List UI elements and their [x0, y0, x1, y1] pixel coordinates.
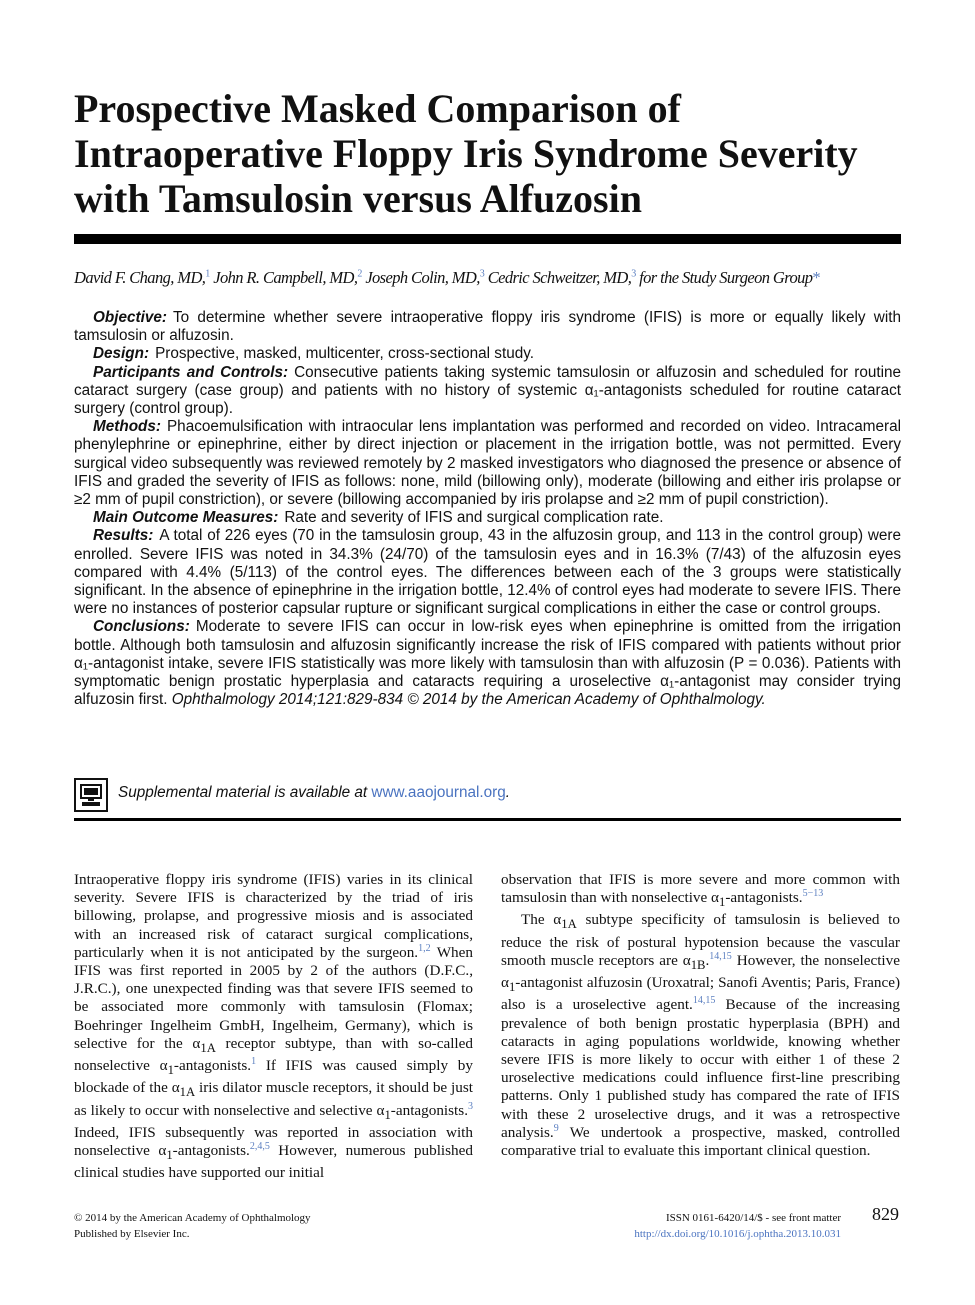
abstract-participants: [74, 364, 901, 419]
author-affiliation-link[interactable]: 3: [479, 268, 485, 280]
journal-citation: Ophthalmology 2014;121:829-834 © 2014 by the American Academy of Ophthalmology.: [171, 691, 766, 709]
body-text: -antagonists.: [173, 1057, 252, 1075]
subscript: 1A: [561, 917, 577, 932]
body-text: The α: [521, 911, 562, 929]
title-line: Intraoperative Floppy Iris Syndrome Severity: [74, 131, 858, 176]
body-paragraph: [501, 871, 900, 911]
body-text: -antagonists.: [172, 1141, 250, 1159]
abstract-text: To determine whether severe intraoperative floppy iris syndrome (IFIS) is more or equally likely with tamsulosin or alfuzosin.: [74, 309, 901, 345]
author-affiliation-link[interactable]: 2: [357, 268, 362, 280]
body-text: Because of the increasing prevalence of both benign prostatic hyperplasia (BPH) and cataracts in aging populations worldwide, knowing whether severe IFIS is more likely to occur with either 1 of these 2 uroselective medications could influence first-line prescribing patterns. Only 1 published study has compared the rate of IFIS with these 2 uroselective drugs, and it was a retrospective analysis.: [501, 996, 900, 1141]
author-affiliation-link[interactable]: 1: [205, 268, 210, 280]
study-group-note-link[interactable]: *: [812, 268, 821, 287]
abstract-text: Phacoemulsification with intraocular lens implantation was performed and recorded on video. Intracameral phenylephrine or epinephrine, either by direct injection or placement in the irrigation bottle, was not permitted. Every surgical video subsequently was reviewed remotely by 2 masked investigators who diagnosed the presence or absence of IFIS and graded the severity of IFIS as follows: none, mild (billowing only), moderate (billowing and either iris prolapse or ≥2 mm of pupil constriction), or severe (billowing accompanied by iris prolapse and ≥2 mm of pupil constriction).: [74, 418, 901, 509]
body-text: However, the nonselective α: [501, 951, 900, 992]
journal-website-link[interactable]: www.aaojournal.org: [371, 784, 506, 801]
title-line: Prospective Masked Comparison of: [74, 86, 681, 131]
abstract-text: Consecutive patients taking systemic tamsulosin or alfuzosin and scheduled for routine cataract surgery (case group) and patients with no history of systemic α₁-antagonists scheduled for routine cataract surgery (control group).: [74, 363, 901, 418]
body-text: -antagonists.: [725, 889, 803, 907]
subscript: 1B: [690, 957, 706, 972]
footer-right: [560, 1210, 841, 1242]
abstract-label: Main Outcome Measures:: [93, 509, 279, 527]
abstract-outcome: [74, 509, 901, 527]
abstract-label: Participants and Controls:: [93, 363, 289, 381]
body-paragraph: [501, 911, 900, 1160]
reference-link[interactable]: 14,15: [692, 995, 716, 1007]
paper-title: [74, 86, 914, 221]
subscript: 1: [508, 980, 516, 995]
body-text: subtype specificity of tamsulosin is believed to reduce the risk of postural hypotension because the vascular smooth muscle receptors are α: [501, 911, 900, 969]
abstract-objective: [74, 309, 901, 345]
body-text: We undertook a prospective, masked, controlled comparative trial to evaluate this important clinical question.: [501, 1123, 900, 1159]
reference-link[interactable]: 1,2: [418, 942, 431, 954]
body-paragraph: [74, 871, 473, 1182]
study-group: for the Study Surgeon Group: [639, 268, 813, 287]
body-text: Intraoperative floppy iris syndrome (IFIS) varies in its clinical severity. Severe IFIS is characterized by the triad of iris billowing, prolapse, and progressive miosis and is associated with an increased risk of cataract surgical complications, particularly when it is not anticipated by the surgeon.: [74, 871, 473, 961]
author-list: [74, 268, 914, 288]
subscript: 1: [167, 1063, 174, 1078]
publisher-notice: Published by Elsevier Inc.: [74, 1228, 190, 1240]
abstract-results: [74, 527, 901, 618]
issn-notice: ISSN 0161-6420/14/$ - see front matter: [665, 1212, 841, 1224]
subscript: 1: [166, 1148, 173, 1162]
abstract-rule: [74, 818, 901, 821]
abstract-label: Methods:: [93, 418, 161, 436]
reference-link[interactable]: 3: [468, 1100, 473, 1112]
abstract-text: A total of 226 eyes (70 in the tamsulosin group, 43 in the alfuzosin group, and 113 in the control group) were enrolled. Severe IFIS was noted in 34.3% (24/70) of the tamsulosin eyes and in 16.3% (7/43) of the alfuzosin eyes compared with 4.4% (5/113) of the control eyes. The differences between each of the 3 groups were statistically significant. In the absence of epinephrine in the irrigation bottle, 12.4% of control eyes had moderate to severe IFIS. There were no instances of posterior capsular rupture or significant surgical complications in either the case or control groups.: [74, 527, 901, 618]
supplemental-text: [118, 784, 510, 802]
supplemental-material: [74, 776, 901, 816]
author-name: Joseph Colin, MD,: [365, 268, 480, 287]
author-name: Cedric Schweitzer, MD,: [487, 268, 632, 287]
body-text: If IFIS was caused simply by blockade of the α: [74, 1057, 473, 1097]
reference-link[interactable]: 1: [251, 1056, 257, 1067]
body-text: -antagonists.: [390, 1101, 468, 1119]
copyright-notice: © 2014 by the American Academy of Ophthalmology: [74, 1212, 311, 1224]
supplemental-period: .: [505, 784, 510, 801]
subscript: 1: [384, 1107, 391, 1122]
author-affiliation-link[interactable]: 3: [631, 268, 636, 280]
body-text: -antagonist alfuzosin (Uroxatral; Sanofi Aventis; Paris, France) also is a uroselective agent.: [501, 974, 900, 1014]
body-text: When IFIS was first reported in 2005 by 2 of the authors (D.F.C., J.R.C.), one unexpected finding was that severe IFIS seemed to be associated more commonly with tamsulosin (Flomax; Boehringer Ingelheim GmbH, Ingelheim, Germany), which is selective for the α: [74, 943, 473, 1052]
doi-link[interactable]: http://dx.doi.org/10.1016/j.ophtha.2013.10.031: [634, 1228, 841, 1240]
subscript: 1: [719, 895, 726, 910]
reference-link[interactable]: 14,15: [709, 950, 732, 962]
body-text: receptor subtype, than with so-called nonselective α: [74, 1034, 473, 1075]
body-text: iris dilator muscle receptors, it should be just as likely to occur with nonselective and selective α: [74, 1079, 473, 1119]
body-text: Indeed, IFIS subsequently was reported in association with nonselective α: [74, 1123, 473, 1159]
body-text: observation that IFIS is more severe and more common with tamsulosin than with nonselective α: [501, 871, 900, 907]
body-text: .: [705, 951, 710, 969]
abstract-label: Design:: [93, 345, 150, 363]
abstract: [74, 309, 901, 709]
subscript: 1A: [179, 1085, 196, 1100]
body-text: However, numerous published clinical studies have supported our initial: [74, 1141, 473, 1182]
abstract-conclusions: [74, 618, 901, 709]
abstract-methods: [74, 418, 901, 509]
abstract-design: [74, 345, 901, 363]
body-column-right: [501, 871, 900, 1160]
subscript: 1A: [200, 1040, 216, 1055]
reference-link[interactable]: 5−13: [802, 888, 824, 900]
footer-left: [74, 1210, 311, 1242]
computer-icon: [74, 778, 108, 812]
supplemental-label: Supplemental material is available at: [118, 784, 368, 801]
body-column-left: [74, 871, 473, 1182]
abstract-label: Results:: [93, 527, 154, 545]
reference-link[interactable]: 2,4,5: [249, 1140, 270, 1152]
abstract-text: Moderate to severe IFIS can occur in low-risk eyes when epinephrine is omitted from the irrigation bottle. Although both tamsulosin and alfuzosin significantly increase the risk of IFIS compared with patients without prior α₁-antagonist intake, severe IFIS statistically was more likely with tamsulosin than with alfuzosin (P = 0.036). Patients with symptomatic benign prostatic hyperplasia and cataracts requiring a uroselective α₁-antagonist may consider trying alfuzosin first.: [74, 618, 901, 709]
title-rule: [74, 234, 901, 244]
abstract-text: Rate and severity of IFIS and surgical complication rate.: [284, 509, 664, 527]
page-number: 829: [872, 1204, 899, 1224]
abstract-label: Objective:: [93, 309, 167, 326]
author-name: David F. Chang, MD,: [74, 268, 206, 287]
title-line: with Tamsulosin versus Alfuzosin: [74, 176, 642, 221]
reference-link[interactable]: 9: [553, 1122, 559, 1134]
author-name: John R. Campbell, MD,: [213, 268, 358, 287]
abstract-text: Prospective, masked, multicenter, cross-sectional study.: [155, 345, 534, 363]
abstract-label: Conclusions:: [93, 618, 190, 636]
